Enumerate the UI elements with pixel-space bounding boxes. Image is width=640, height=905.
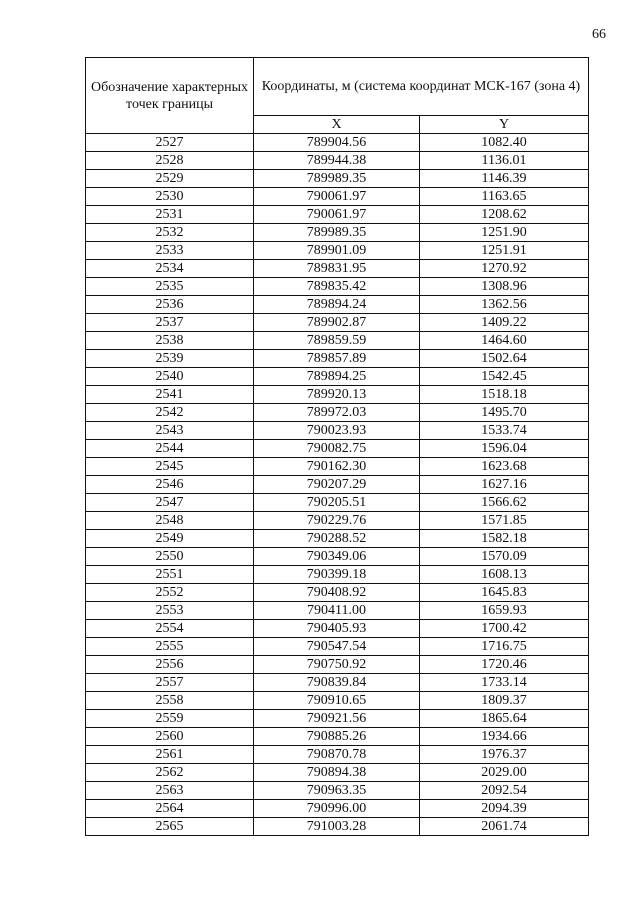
y-cell: 1251.91 [420,242,589,260]
point-cell: 2547 [86,494,254,512]
point-cell: 2535 [86,278,254,296]
x-cell: 790061.97 [254,206,420,224]
table-row [86,422,589,440]
y-cell: 1542.45 [420,368,589,386]
table-row [86,692,589,710]
x-cell: 789831.95 [254,260,420,278]
y-cell: 1409.22 [420,314,589,332]
point-cell: 2531 [86,206,254,224]
point-cell: 2556 [86,656,254,674]
table-row [86,818,589,836]
x-cell: 789904.56 [254,134,420,152]
table-row [86,620,589,638]
y-cell: 1700.42 [420,620,589,638]
point-cell: 2559 [86,710,254,728]
y-cell: 1659.93 [420,602,589,620]
x-cell: 790839.84 [254,674,420,692]
x-cell: 789989.35 [254,224,420,242]
x-cell: 790205.51 [254,494,420,512]
y-cell: 1571.85 [420,512,589,530]
y-cell: 1251.90 [420,224,589,242]
point-cell: 2549 [86,530,254,548]
x-cell: 789859.59 [254,332,420,350]
x-cell: 790870.78 [254,746,420,764]
point-cell: 2539 [86,350,254,368]
x-cell: 789901.09 [254,242,420,260]
x-cell: 790349.06 [254,548,420,566]
table-row [86,656,589,674]
x-cell: 790885.26 [254,728,420,746]
table-row [86,602,589,620]
x-cell: 790288.52 [254,530,420,548]
y-cell: 1146.39 [420,170,589,188]
y-cell: 1308.96 [420,278,589,296]
designation-header: Обозначение характерных точек границы [86,58,254,134]
table-row [86,224,589,242]
y-cell: 1362.56 [420,296,589,314]
x-cell: 790023.93 [254,422,420,440]
table-row [86,584,589,602]
point-cell: 2532 [86,224,254,242]
table-row [86,530,589,548]
point-cell: 2558 [86,692,254,710]
y-cell: 1163.65 [420,188,589,206]
y-cell: 1596.04 [420,440,589,458]
y-cell: 1533.74 [420,422,589,440]
table-row [86,710,589,728]
x-cell: 790963.35 [254,782,420,800]
point-cell: 2551 [86,566,254,584]
y-cell: 1566.62 [420,494,589,512]
point-cell: 2552 [86,584,254,602]
point-cell: 2538 [86,332,254,350]
x-cell: 790910.65 [254,692,420,710]
y-header: Y [420,116,589,134]
point-cell: 2528 [86,152,254,170]
x-cell: 789989.35 [254,170,420,188]
point-cell: 2543 [86,422,254,440]
y-cell: 1518.18 [420,386,589,404]
table-row [86,440,589,458]
point-cell: 2545 [86,458,254,476]
y-cell: 1720.46 [420,656,589,674]
point-cell: 2562 [86,764,254,782]
table-row [86,494,589,512]
x-cell: 790082.75 [254,440,420,458]
x-cell: 789972.03 [254,404,420,422]
table-row [86,746,589,764]
table-row [86,512,589,530]
table-row [86,350,589,368]
point-cell: 2530 [86,188,254,206]
table-row [86,800,589,818]
x-cell: 790411.00 [254,602,420,620]
y-cell: 1976.37 [420,746,589,764]
y-cell: 2029.00 [420,764,589,782]
table-row [86,206,589,224]
point-cell: 2544 [86,440,254,458]
x-cell: 790408.92 [254,584,420,602]
table-body [86,134,589,836]
table-row [86,458,589,476]
table-row [86,674,589,692]
table-row [86,296,589,314]
coordinates-table [85,57,589,836]
x-cell: 790750.92 [254,656,420,674]
y-cell: 1733.14 [420,674,589,692]
x-cell: 789920.13 [254,386,420,404]
table-row [86,188,589,206]
x-cell: 790207.29 [254,476,420,494]
table-row [86,782,589,800]
y-cell: 2061.74 [420,818,589,836]
x-cell: 790547.54 [254,638,420,656]
x-cell: 789894.25 [254,368,420,386]
y-cell: 1645.83 [420,584,589,602]
point-cell: 2553 [86,602,254,620]
point-cell: 2534 [86,260,254,278]
table-row [86,404,589,422]
point-cell: 2555 [86,638,254,656]
y-cell: 1464.60 [420,332,589,350]
point-cell: 2557 [86,674,254,692]
y-cell: 1934.66 [420,728,589,746]
table-row [86,278,589,296]
x-cell: 790405.93 [254,620,420,638]
table-row [86,242,589,260]
table-row [86,386,589,404]
y-cell: 1608.13 [420,566,589,584]
table-row [86,566,589,584]
point-cell: 2540 [86,368,254,386]
point-cell: 2563 [86,782,254,800]
y-cell: 1082.40 [420,134,589,152]
point-cell: 2564 [86,800,254,818]
x-cell: 790162.30 [254,458,420,476]
y-cell: 1623.68 [420,458,589,476]
table-row [86,134,589,152]
x-cell: 790229.76 [254,512,420,530]
table-row [86,476,589,494]
x-cell: 790399.18 [254,566,420,584]
x-cell: 789835.42 [254,278,420,296]
point-cell: 2548 [86,512,254,530]
table-row [86,170,589,188]
y-cell: 1136.01 [420,152,589,170]
x-cell: 790921.56 [254,710,420,728]
x-cell: 789902.87 [254,314,420,332]
table-row [86,260,589,278]
table-row [86,152,589,170]
point-cell: 2541 [86,386,254,404]
y-cell: 1570.09 [420,548,589,566]
y-cell: 1582.18 [420,530,589,548]
point-cell: 2536 [86,296,254,314]
table-row [86,548,589,566]
table-row [86,638,589,656]
y-cell: 1627.16 [420,476,589,494]
table-row [86,368,589,386]
x-cell: 789894.24 [254,296,420,314]
y-cell: 1716.75 [420,638,589,656]
x-cell: 790996.00 [254,800,420,818]
y-cell: 1495.70 [420,404,589,422]
point-cell: 2561 [86,746,254,764]
x-header: X [254,116,420,134]
point-cell: 2554 [86,620,254,638]
x-cell: 790894.38 [254,764,420,782]
point-cell: 2560 [86,728,254,746]
point-cell: 2537 [86,314,254,332]
y-cell: 1208.62 [420,206,589,224]
x-cell: 791003.28 [254,818,420,836]
point-cell: 2527 [86,134,254,152]
x-cell: 789944.38 [254,152,420,170]
point-cell: 2529 [86,170,254,188]
table-row [86,332,589,350]
table-row [86,764,589,782]
point-cell: 2546 [86,476,254,494]
point-cell: 2550 [86,548,254,566]
y-cell: 1865.64 [420,710,589,728]
y-cell: 1270.92 [420,260,589,278]
table-row [86,314,589,332]
page-number: 66 [592,27,606,42]
y-cell: 1809.37 [420,692,589,710]
point-cell: 2565 [86,818,254,836]
table-row [86,728,589,746]
x-cell: 789857.89 [254,350,420,368]
coordinates-header: Координаты, м (система координат МСК-167 (зона 4) [254,58,589,116]
y-cell: 1502.64 [420,350,589,368]
y-cell: 2092.54 [420,782,589,800]
point-cell: 2542 [86,404,254,422]
y-cell: 2094.39 [420,800,589,818]
point-cell: 2533 [86,242,254,260]
table-header [86,58,589,134]
x-cell: 790061.97 [254,188,420,206]
